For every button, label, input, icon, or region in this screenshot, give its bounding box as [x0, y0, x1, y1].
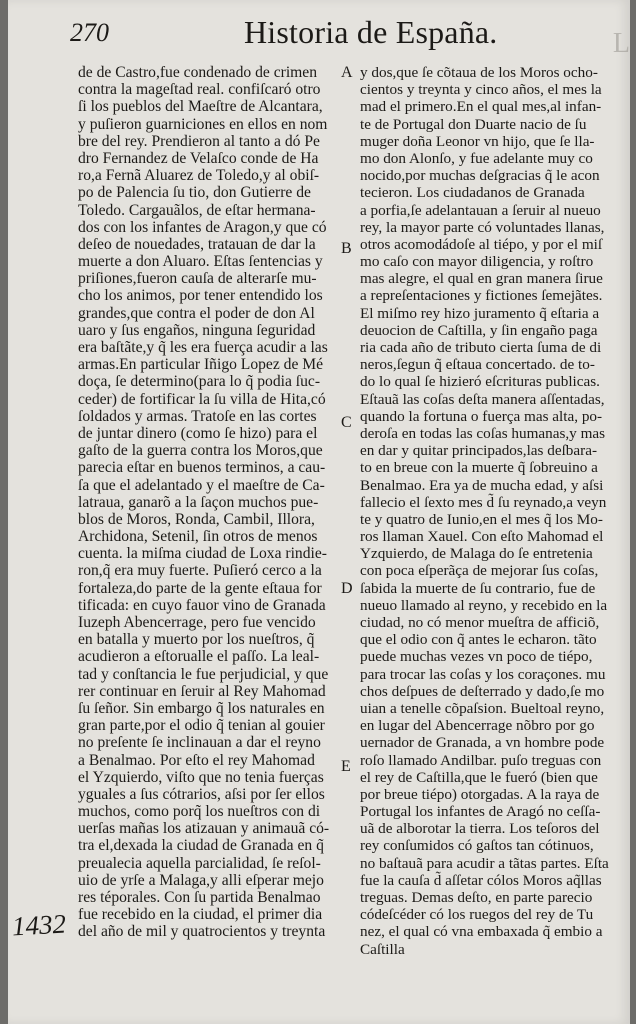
right-column-line: te y quatro de Iunio,en el mes q̃ los Mo-: [360, 510, 603, 528]
left-column-line: el Yzquierdo, viſto que no tenia fuerças: [78, 768, 324, 786]
right-column-line: El miſmo rey hizo juramento q̃ eſtaria a: [360, 304, 600, 322]
right-column-line: en dar y quitar principados,las deſbara-: [360, 442, 598, 460]
right-column-line: y dos,que ſe cõtaua de los Moros ocho-: [360, 64, 598, 81]
right-column-line: roſo llamado Andilbar. puſo treguas con: [360, 751, 602, 769]
left-column-line: ro,a Fernã Aluarez de Toledo,y al obiſ-: [78, 167, 320, 185]
left-column-line: ſu ſeñor. Sin embargo q̃ los naturales en: [78, 699, 325, 717]
right-column-line: a porfia,ſe adelantauan a ſeruir al nueuo: [360, 201, 601, 219]
right-column-line: tecieron. Los ciudadanos de Granada: [360, 184, 585, 202]
right-column-line: puede muchas vezes vn poco de tiépo,: [360, 648, 593, 666]
left-column-line: era baſtãte,y q̃ les era fuerça acudir a las: [78, 339, 328, 356]
right-column-line: ros llaman Xauel. Con eſto Mahomad el: [360, 528, 604, 546]
right-column-line: con poca eſperãça de mejorar ſus coſas,: [360, 562, 599, 580]
left-column-line: fue recebido en la ciudad, el primer dia: [78, 906, 323, 924]
left-column-line: Toledo. Cargauãlos, de eſtar hermana-: [78, 201, 316, 219]
left-column-line: contra la mageſtad real. confiſcaró otro: [78, 81, 321, 99]
left-column-line: uerſas mañas los atizauan y animauã có-: [78, 820, 330, 838]
right-column-line: Caſtilla: [360, 940, 405, 958]
left-column-line: uaro y ſus engaños, ninguna ſeguridad: [78, 321, 316, 339]
bleed-through-glyph: L: [612, 28, 630, 59]
right-column-line: uã de alborotar la tierra. Los teſoros del: [360, 820, 600, 838]
left-column-line: acudieron a eſtorualle el paſſo. La leal-: [78, 648, 320, 666]
left-column-line: dos con los infantes de Aragon,y que có: [78, 218, 327, 236]
right-column-line: muger doña Leonor vn hijo, que ſe lla-: [360, 132, 595, 150]
left-column-line: tificada: en cuyo fauor vino de Granada: [78, 596, 326, 614]
left-column-line: armas.En particular Iñigo Lopez de Mé: [78, 356, 324, 374]
left-column-line: priſiones,fueron cauſa de alterarſe mu-: [78, 270, 317, 288]
left-column-line: ron,q̃ era muy fuerte. Puſieró cerco a la: [78, 562, 322, 580]
right-column-line: deuocion de Caſtilla, y ſin engaño paga: [360, 321, 598, 339]
right-column-line: Eſtauã las coſas deſta manera aſſentadas,: [360, 390, 605, 408]
right-column-line: por breue tiépo) otorgadas. A la raya de: [360, 785, 600, 803]
left-column-line: en batalla y muerto por los nueſtros, q̃: [78, 631, 315, 649]
left-column-line: grandes,que contra el poder de don Al: [78, 304, 315, 322]
left-column-line: ſa que el adelantado y el maeſtre de Ca-: [78, 476, 325, 494]
right-column-line: no baſtauã para acudir a tãtas partes. Eſta: [360, 854, 609, 872]
section-marker-b: B: [341, 240, 352, 257]
page-header: [8, 14, 630, 59]
left-column-line: ſi los pueblos del Maeſtre de Alcantara,: [78, 98, 323, 116]
right-column-line: a repreſentaciones y fictiones ſemejãtes.: [360, 287, 603, 305]
right-column-line: rey conſumidos có gaſtos tan cótinuos,: [360, 837, 594, 855]
left-column-line: ceder) de fortificar la ſu villa de Hita,có: [78, 390, 326, 408]
right-column-line: nueuo llamado al reyno, y recebido en la: [360, 596, 608, 614]
right-column-line: te de Portugal don Duarte nacio de ſu: [360, 115, 587, 133]
right-column-line: Portugal los infantes de Aragó no ceſſa-: [360, 803, 601, 821]
section-marker-a: A: [341, 64, 353, 81]
running-head: Historia de España.: [244, 14, 498, 50]
right-column-line: para trocar las coſas y los coraçones. mu: [360, 665, 606, 683]
right-column-line: to en breue con la muerte q̃ ſobreuino a: [360, 459, 598, 477]
left-column-line: ſoldados y armas. Tratoſe en las cortes: [78, 407, 317, 425]
right-column-line: uian a tenelle cõpaſsion. Bueltoal reyno,: [360, 699, 605, 717]
right-column-line: chos deſpues de deſterrado y dado,ſe mo: [360, 682, 605, 700]
left-column-line: parecia eſtar en buenos terminos, a cau-: [78, 459, 326, 477]
left-column-line: po de Palencia ſu tio, don Gutierre de: [78, 184, 311, 202]
left-column-line: muerte a don Aluaro. Eſtas ſentencias y: [78, 253, 323, 271]
left-column-line: cuenta. la miſma ciudad de Loxa rindie-: [78, 545, 327, 563]
left-column-line: y puſieron guarniciones en ellos en nom: [78, 115, 328, 133]
right-column-line: mo don Alonſo, y fue adelante muy co: [360, 149, 593, 167]
right-column-line: en lugar del Abencerrage nõbro por go: [360, 717, 595, 735]
left-column-line: Archidona, Setenil, ſin otros de menos: [78, 528, 318, 546]
left-column-line: rer continuar en ſeruir al Rey Mahomad: [78, 682, 326, 700]
right-column-line: deroſa en todas las coſas humanas,y mas: [360, 424, 606, 442]
right-column-line: ciudad, no có menor mueſtra de afficiõ,: [360, 614, 600, 631]
right-column-line: mo caſo con mayor diligencia, y roſtro: [360, 253, 594, 271]
margin-year-note: 1432: [11, 908, 67, 942]
right-column-line: neros,ſegun q̃ eſtaua concertado. de to-: [360, 356, 595, 374]
section-marker-d: D: [341, 580, 353, 597]
right-column-line: nez, el qual có vna embaxada q̃ embio a: [360, 923, 603, 941]
left-column-line: gran parte,por el odio q̃ tenian al gouier: [78, 717, 325, 735]
left-column-line: res téporales. Con ſu partida Benalmao: [78, 889, 321, 906]
right-column-line: mad el primero.En el qual mes,al infan-: [360, 98, 602, 116]
left-column-line: latraua, ganarõ a la ſaçon muchos pue-: [78, 493, 319, 511]
left-column-line: gaſto de la guerra contra los Moros,que: [78, 442, 323, 460]
right-column-line: ſabida la muerte de ſu contrario, fue de: [360, 579, 596, 597]
left-column-line: no preſente ſe inclinauan a dar el reyno: [78, 734, 321, 752]
left-column-line: blos de Moros, Ronda, Cambil, Illora,: [78, 510, 315, 528]
left-column-line: preualecia aquella parcialidad, ſe reſol-: [78, 854, 321, 872]
right-column-line: uernador de Granada, a vn hombre pode: [360, 734, 605, 752]
right-column-line: Benalmao. Era ya de mucha edad, y aſsi: [360, 476, 604, 494]
left-column-line: yguales a ſus cótrarios, aſsi por ſer ellos: [78, 785, 325, 803]
right-column-line: mas alegre, el qual en gran manera ſirue: [360, 270, 603, 288]
left-column-line: Iuzeph Abencerrage, pero fue vencido: [78, 614, 316, 631]
left-column-line: cho los animos, por tener entendido los: [78, 287, 323, 305]
right-column-line: fue la cauſa d̃ aſſetar cólos Moros aq̃llas: [360, 871, 602, 889]
left-column-line: de juntar dinero (como ſe hizo) para el: [78, 424, 318, 442]
section-marker-e: E: [341, 758, 351, 775]
right-column-line: quando la fortuna o fuerça mas alta, po-: [360, 407, 603, 425]
left-column-line: fortaleza,do parte de la gente eſtaua for: [78, 579, 322, 597]
left-column-line: tad y conſtancia le fue perjudicial, y que: [78, 665, 329, 683]
left-column-line: uio de yrſe a Malaga,y alli eſperar mejo: [78, 871, 324, 889]
book-page: [8, 0, 630, 1024]
left-column-line: bre del rey. Prendieron al tanto a dó Pe: [78, 132, 320, 150]
right-column-line: que el odio con q̃ antes le echaron. tãto: [360, 631, 597, 649]
right-column-line: otros acomodádoſe al tiépo, y por el miſ: [360, 235, 603, 253]
right-column-line: fallecio el ſexto mes d̃ ſu reynado,a veyn: [360, 493, 607, 511]
left-column-line: de de Castro,fue condenado de crimen: [78, 64, 318, 81]
left-column-line: doça, ſe determino(para lo q̃ podia ſuc-: [78, 373, 321, 391]
right-column-line: el rey de Caſtilla,que le fueró (bien que: [360, 768, 598, 786]
left-column-line: deſeo de nouedades, tratauan de dar la: [78, 235, 316, 253]
right-column-line: códeſcéder có los ruegos del rey de Tu: [360, 906, 594, 924]
left-column-line: tra el,dexada la ciudad de Granada en q̃: [78, 837, 324, 855]
left-text-column: [78, 64, 346, 941]
right-column-line: rey, la mayor parte có voluntades llanas,: [360, 218, 605, 236]
left-column-line: del año de mil y quatrocientos y treynta: [78, 923, 326, 941]
page-number: 270: [70, 18, 109, 47]
right-column-line: cientos y treynta y cinco años, el mes la: [360, 81, 602, 99]
left-column-line: muchos, como porq̃ los nueſtros con di: [78, 803, 321, 821]
right-column-line: ria cada año de tributo cierta ſuma de di: [360, 339, 602, 356]
right-column-line: do lo qual ſe hizieró eſcrituras publicas.: [360, 373, 600, 391]
left-column-line: dro Fernandez de Velaſco conde de Ha: [78, 149, 319, 167]
right-column-line: Yzquierdo, de Malaga do ſe entretenia: [360, 545, 593, 563]
right-column-line: treguas. Demas deſto, en parte parecio: [360, 889, 593, 906]
right-column-line: nocido,por muchas deſgracias q̃ le acon: [360, 167, 600, 185]
section-marker-c: C: [341, 414, 352, 431]
right-text-column: [360, 64, 610, 958]
left-column-line: a Benalmao. Por eſto el rey Mahomad: [78, 751, 315, 769]
